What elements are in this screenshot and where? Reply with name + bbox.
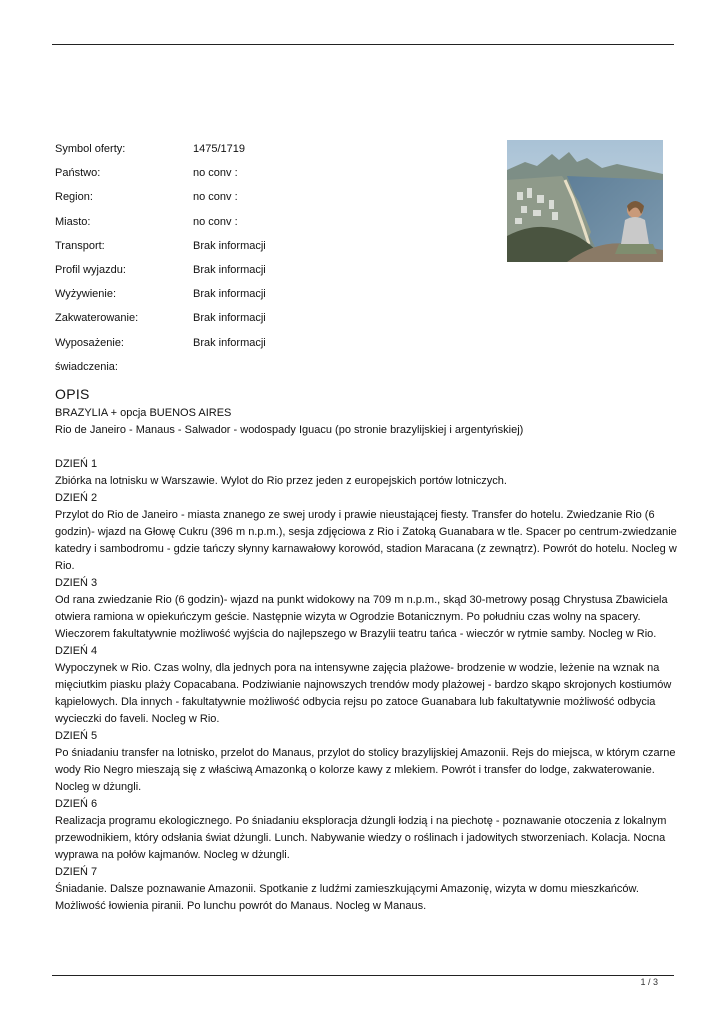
footer-rule — [52, 975, 674, 976]
spec-value: Brak informacji — [193, 288, 266, 301]
spec-label: Region: — [55, 191, 93, 204]
spec-value: no conv : — [193, 167, 238, 180]
header-rule — [52, 44, 674, 45]
day-title: DZIEŃ 3 — [55, 577, 98, 589]
spec-label: Miasto: — [55, 215, 91, 228]
day-title: DZIEŃ 4 — [55, 645, 98, 657]
intro-route: Rio de Janeiro - Manaus - Salwador - wodospady Iguacu (po stronie brazylijskiej i argentyńskiej) — [55, 424, 524, 436]
day-title: DZIEŃ 6 — [55, 798, 98, 810]
day-text: Przylot do Rio de Janeiro - miasta znanego ze swej urody i prawie nieustającej fiesty. Transfer do hotelu. Zwiedzanie Rio (6 godzin)- wjazd na Głowę Cukru (396 m n.p.m.), sesja zdjęciowa z Rio i Zatoką Guanabara w tle. Spacer po centrum-zwiedzanie katedry i sambodromu - gdzie tańczy słynny karnawałowy korowód, stadion Maracana (z zewnątrz). Powrót do hotelu. Nocleg w Rio. — [55, 509, 677, 572]
spec-row-country — [55, 165, 475, 189]
spec-row-city — [55, 214, 475, 238]
spec-row-profile — [55, 262, 475, 286]
spec-label: Wyżywienie: — [55, 288, 117, 301]
offer-specs — [55, 141, 475, 383]
spec-row-services — [55, 359, 475, 383]
spec-value: no conv : — [193, 215, 238, 228]
day-text: Zbiórka na lotnisku w Warszawie. Wylot do Rio przez jeden z europejskich portów lotniczych. — [55, 475, 507, 487]
spec-row-accommodation — [55, 310, 475, 334]
spacer — [55, 439, 677, 456]
spec-label: Symbol oferty: — [55, 143, 126, 155]
spec-value: 1475/1719 — [193, 143, 245, 155]
page-number: 1 / 3 — [640, 977, 658, 987]
day-title: DZIEŃ 5 — [55, 730, 98, 742]
description — [55, 405, 677, 915]
day-title: DZIEŃ 1 — [55, 458, 98, 470]
day-text: Realizacja programu ekologicznego. Po śniadaniu eksploracja dżungli łodzią i na piechotę - poznawanie otoczenia z lokalnym przewodnikiem, który odsłania świat dżungli. Lunch. Nabywanie wiedzy o roślinach i jadowitych stworzeniach. Kolacja. Nocna wyprawa na połów kajmanów. Nocleg w dżungli. — [55, 815, 667, 861]
spec-label: Państwo: — [55, 167, 101, 180]
spec-value: Brak informacji — [193, 312, 266, 325]
spec-row-equipment — [55, 335, 475, 359]
spec-value: Brak informacji — [193, 336, 266, 349]
day-title: DZIEŃ 7 — [55, 866, 98, 878]
spec-row-symbol — [55, 141, 475, 165]
spec-label: Transport: — [55, 239, 105, 252]
spec-label: Wyposażenie: — [55, 336, 124, 349]
spec-row-region — [55, 189, 475, 213]
spec-row-board — [55, 286, 475, 310]
spec-row-transport — [55, 238, 475, 262]
day-text: Wypoczynek w Rio. Czas wolny, dla jednych pora na intensywne zajęcia plażowe- brodzenie w wodzie, leżenie na wznak na mięciutkim piasku plaży Copacabana. Podziwianie najnowszych trendów mody plażowej - bardzo skąpo skrojonych kostiumów kąpielowych. Dla innych - fakultatywnie możliwość odbycia rejsu po zatoce Guanabara lub fakultatywnie możliwość odbycia wycieczki do faveli. Nocleg w Rio. — [55, 662, 672, 725]
day-text: Śniadanie. Dalsze poznawanie Amazonii. Spotkanie z ludźmi zamieszkującymi Amazonię, wizyta w domu mieszkańców. Możliwość łowienia piranii. Po lunchu powrót do Manaus. Nocleg w Manaus. — [55, 883, 639, 912]
day-text: Od rana zwiedzanie Rio (6 godzin)- wjazd na punkt widokowy na 709 m n.p.m., skąd 30-metrowy posąg Chrystusa Zbawiciela otwiera ramiona w opiekuńczym geście. Następnie wizyta w Ogrodzie Botanicznym. Po południu czas wolny na spacery. Wieczorem fakultatywnie możliwość wyjścia do najlepszego w Brazylii teatru tańca - wieczór w rytmie samby. Nocleg w Rio. — [55, 594, 668, 640]
spec-label: świadczenia: — [55, 360, 118, 373]
section-heading: OPIS — [55, 386, 90, 402]
intro-title: BRAZYLIA + opcja BUENOS AIRES — [55, 407, 232, 419]
spec-value: no conv : — [193, 191, 238, 204]
spec-label: Profil wyjazdu: — [55, 263, 126, 276]
day-text: Po śniadaniu transfer na lotnisko, przelot do Manaus, przylot do stolicy brazylijskiej Amazonii. Rejs do miejsca, w którym czarne wody Rio Negro mieszają się z właściwą Amazonką o kolorze kawy z mlekiem. Powrót i transfer do lodge, zakwaterowanie. Nocleg w dżungli. — [55, 747, 676, 793]
spec-value: Brak informacji — [193, 239, 266, 252]
spec-value: Brak informacji — [193, 263, 266, 276]
offer-photo — [507, 140, 663, 262]
spec-label: Zakwaterowanie: — [55, 312, 139, 325]
day-title: DZIEŃ 2 — [55, 492, 98, 504]
